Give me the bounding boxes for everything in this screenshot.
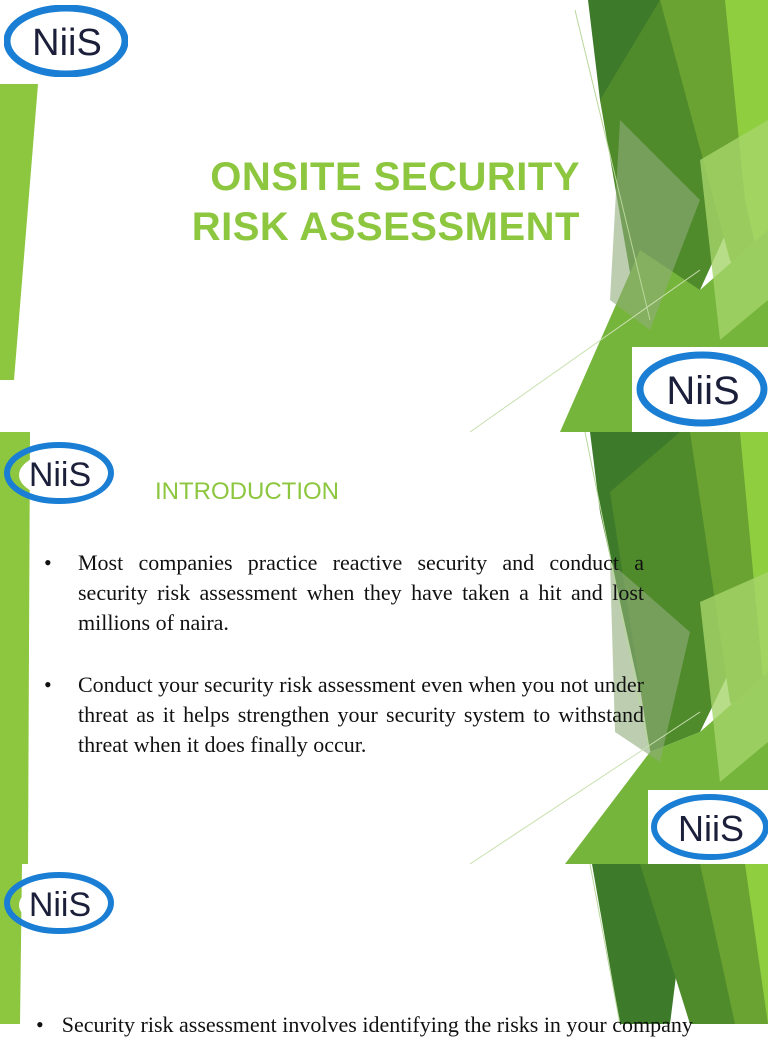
niis-logo-box (648, 790, 768, 864)
logo-text: NiiS (28, 886, 92, 924)
niis-logo (4, 872, 114, 934)
bullet-text: Most companies practice reactive security and conduct a security risk assessment when they have taken a hit and lost millions of naira. (78, 550, 644, 635)
logo-text: NiiS (32, 22, 102, 64)
list-item (44, 670, 644, 760)
niis-logo-icon (4, 442, 114, 504)
list-item (36, 1010, 736, 1040)
logo-text: NiiS (677, 808, 745, 849)
title-line-2: RISK ASSESSMENT (191, 205, 580, 249)
niis-logo-icon (632, 347, 768, 432)
intro-bullet-list (44, 548, 644, 792)
bullet-text: Security risk assessment involves identifying the risks in your company (61, 1012, 693, 1037)
bullet-icon: • (44, 672, 52, 697)
bullet-icon: • (44, 550, 52, 575)
niis-logo-box (632, 347, 768, 432)
niis-logo-icon (4, 872, 114, 934)
logo-text: NiiS (666, 369, 740, 413)
green-facet-decoration (0, 864, 768, 1024)
intro-heading: INTRODUCTION (155, 478, 339, 505)
bullet-icon: • (36, 1012, 44, 1037)
bullet-text: Conduct your security risk assessment even when you not under threat as it helps strengthen your security system to withstand threat when it does finally occur. (78, 672, 644, 757)
niis-logo (4, 5, 128, 77)
title-line-1: ONSITE SECURITY (210, 155, 580, 199)
niis-logo-icon (4, 5, 128, 77)
third-slide (0, 864, 768, 1024)
niis-logo-icon (648, 790, 768, 864)
slide-title (150, 152, 580, 252)
logo-text: NiiS (28, 456, 92, 494)
niis-logo (4, 442, 114, 504)
list-item (44, 548, 644, 638)
